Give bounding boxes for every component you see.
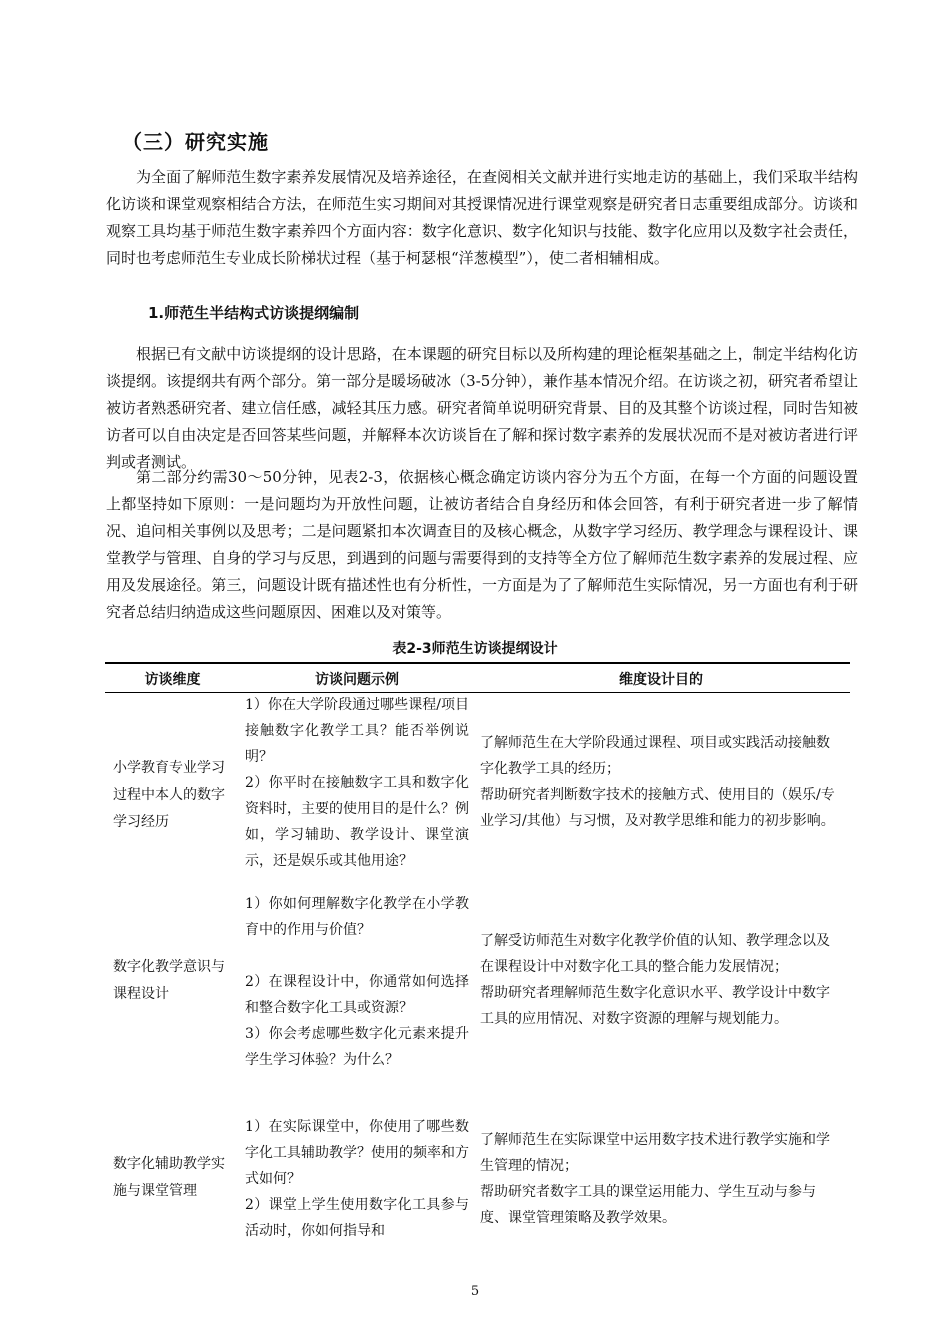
row-2-purpose-2: 帮助研究者理解师范生数字化意识水平、教学设计中数字工具的应用情况、对数字资源的理解与规划能力。 xyxy=(480,985,830,1027)
header-dimension: 访谈维度 xyxy=(144,672,201,688)
row-1-questions xyxy=(245,692,469,874)
row-2-purposes xyxy=(480,928,842,1032)
row-2-question-1: 1）你如何理解数字化教学在小学教育中的作用与价值？ xyxy=(245,896,469,938)
page-number: 5 xyxy=(470,1284,480,1299)
table-header-row xyxy=(105,665,850,693)
row-2-purpose-1: 了解受访师范生对数字化教学价值的认知、教学理念以及在课程设计中对数字化工具的整合能力发展情况； xyxy=(480,933,830,975)
row-3-purpose-2: 帮助研究者数字工具的课堂运用能力、学生互动与参与度、课堂管理策略及教学效果。 xyxy=(480,1184,816,1226)
row-1-purposes xyxy=(480,730,842,834)
row-1-question-2: 2）你平时在接触数字工具和数字化资料时，主要的使用目的是什么？例如，学习辅助、教学设计、课堂演示，还是娱乐或其他用途？ xyxy=(245,775,469,869)
row-2-questions xyxy=(245,891,469,1073)
section-title: （三）研究实施 xyxy=(122,130,269,154)
interview-outline-table xyxy=(105,662,850,1254)
row-3-questions xyxy=(245,1114,469,1244)
row-1-purpose-2: 帮助研究者判断数字技术的接触方式、使用目的（娱乐/专业学习/其他）与习惯，及对教学思维和能力的初步影响。 xyxy=(480,787,835,829)
table-caption: 表2-3师范生访谈提纲设计 xyxy=(392,641,558,657)
row-1-question-1: 1）你在大学阶段通过哪些课程/项目接触数字化教学工具？能否举例说明？ xyxy=(245,697,469,765)
header-questions: 访谈问题示例 xyxy=(315,672,399,688)
row-2-question-3: 3）你会考虑哪些数字化元素来提升学生学习体验？为什么？ xyxy=(245,1026,469,1068)
paragraph-1: 为全面了解师范生数字素养发展情况及培养途径，在查阅相关文献并进行实地走访的基础上，我们采取半结构化访谈和课堂观察相结合方法，在师范生实习期间对其授课情况进行课堂观察是研究者日志重要组成部分。访谈和观察工具均基于师范生数字素养四个方面内容：数字化意识、数字化知识与技能、数字化应用以及数字社会责任，同时也考虑师范生专业成长阶梯状过程（基于柯瑟根“洋葱模型”），使二者相辅相成。 xyxy=(106,168,858,267)
row-3-purposes xyxy=(480,1127,842,1231)
row-3-question-1: 1）在实际课堂中，你使用了哪些数字化工具辅助教学？使用的频率和方式如何？ xyxy=(245,1119,469,1187)
row-3-dimension: 数字化辅助教学实施与课堂管理 xyxy=(113,1156,225,1199)
row-2-dimension: 数字化教学意识与课程设计 xyxy=(113,959,225,1002)
row-1-dimension: 小学教育专业学习过程中本人的数字学习经历 xyxy=(113,760,225,830)
header-purpose: 维度设计目的 xyxy=(619,672,703,688)
row-3-purpose-1: 了解师范生在实际课堂中运用数字技术进行教学实施和学生管理的情况； xyxy=(480,1132,830,1174)
paragraph-2: 根据已有文献中访谈提纲的设计思路，在本课题的研究目标以及所构建的理论框架基础之上，制定半结构化访谈提纲。该提纲共有两个部分。第一部分是暖场破冰（3-5分钟），兼作基本情况介绍。在访谈之初，研究者希望让被访者熟悉研究者、建立信任感，减轻其压力感。研究者简单说明研究背景、目的及其整个访谈过程，同时告知被访者可以自由决定是否回答某些问题，并解释本次访谈旨在了解和探讨数字素养的发展状况而不是对被访者进行评判或者测试。 xyxy=(106,345,858,471)
paragraph-3: 第二部分约需30～50分钟，见表2-3，依据核心概念确定访谈内容分为五个方面，在每一个方面的问题设置上都坚持如下原则：一是问题均为开放性问题，让被访者结合自身经历和体会回答，有利于研究者进一步了解情况、追问相关事例以及思考；二是问题紧扣本次调查目的及核心概念，从数字学习经历、教学理念与课程设计、课堂教学与管理、自身的学习与反思，到遇到的问题与需要得到的支持等全方位了解师范生数字素养的发展过程、应用及发展途径。第三，问题设计既有描述性也有分析性，一方面是为了了解师范生实际情况，另一方面也有利于研究者总结归纳造成这些问题原因、困难以及对策等。 xyxy=(106,468,858,621)
row-1-purpose-1: 了解师范生在大学阶段通过课程、项目或实践活动接触数字化教学工具的经历； xyxy=(480,735,830,777)
subsection-title: 1.师范生半结构式访谈提纲编制 xyxy=(148,304,360,322)
row-2-question-2: 2）在课程设计中，你通常如何选择和整合数字化工具或资源？ xyxy=(245,974,469,1016)
row-3-question-2: 2）课堂上学生使用数字化工具参与活动时，你如何指导和 xyxy=(245,1197,469,1239)
